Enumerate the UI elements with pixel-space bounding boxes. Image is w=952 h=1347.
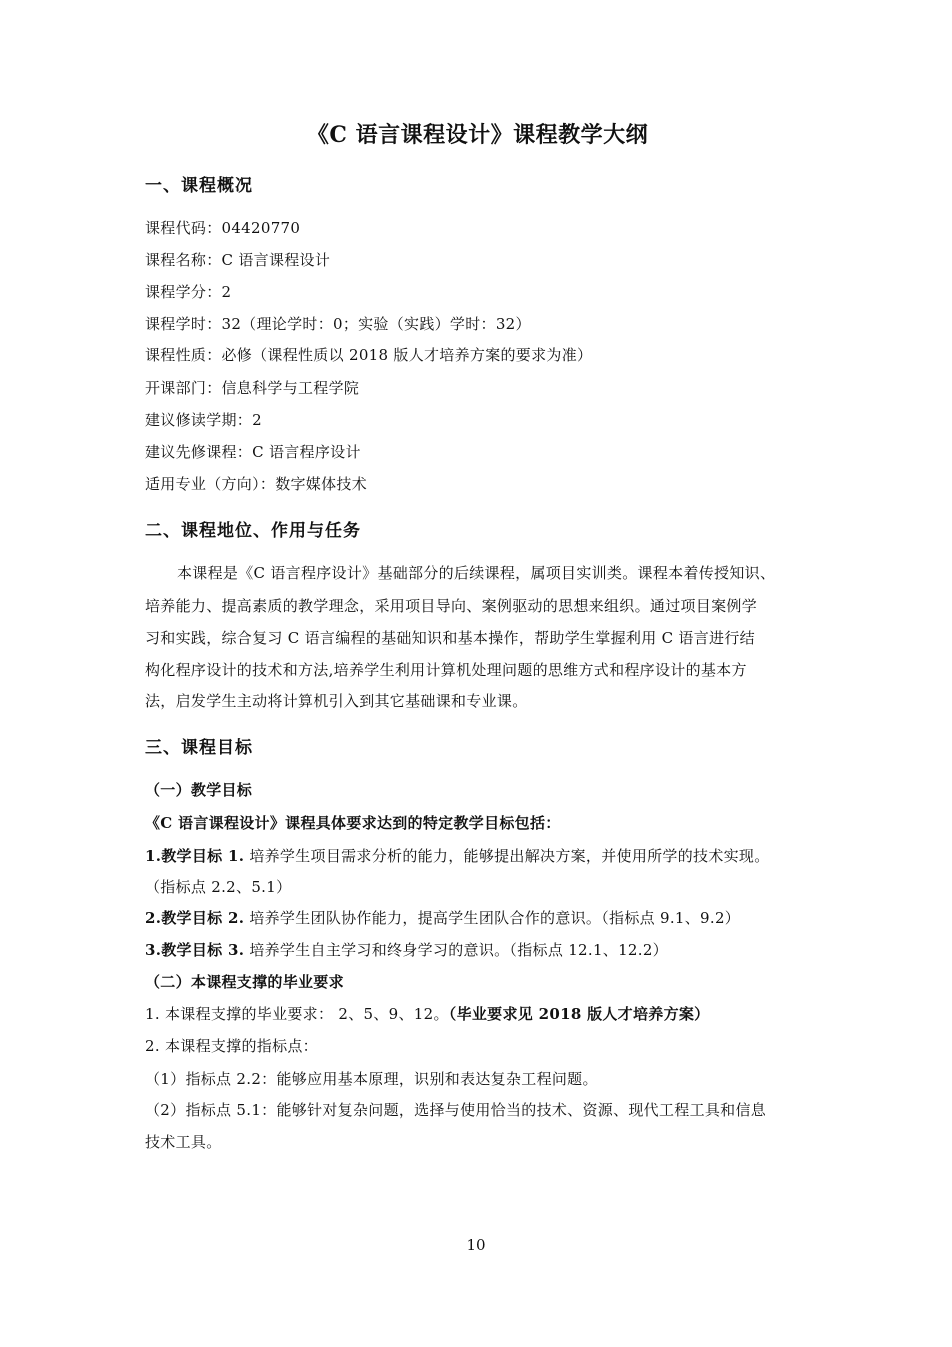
- requirement-1: [145, 1003, 709, 1024]
- goal-3-text: 培养学生自主学习和终身学习的意识。（指标点 12.1、12.2）: [244, 941, 668, 959]
- course-code: 课程代码：04420770: [145, 219, 301, 237]
- subheading-graduation-requirements: （二）本课程支撑的毕业要求: [145, 973, 344, 991]
- document-title: 《C 语言课程设计》课程教学大纲: [306, 122, 649, 148]
- prerequisite-course: 建议先修课程：C 语言程序设计: [145, 443, 361, 461]
- goals-intro: 《C 语言课程设计》课程具体要求达到的特定教学目标包括：: [145, 814, 561, 832]
- suggested-term: 建议修读学期：2: [145, 411, 262, 429]
- course-credits: 课程学分：2: [145, 283, 232, 301]
- role-paragraph-line: 构化程序设计的技术和方法,培养学生利用计算机处理问题的思维方式和程序设计的基本方: [145, 661, 747, 679]
- requirement-2: 2. 本课程支撑的指标点：: [145, 1037, 318, 1055]
- page-number: 10: [466, 1236, 486, 1254]
- goal-2-label: 2.教学目标 2.: [145, 909, 245, 927]
- indicator-point-2: （2）指标点 5.1：能够针对复杂问题，选择与使用恰当的技术、资源、现代工程工具和信息: [145, 1101, 767, 1119]
- subheading-teaching-goals: （一）教学目标: [145, 781, 253, 799]
- indicator-point-2-continuation: 技术工具。: [145, 1133, 222, 1151]
- section-heading-overview: 一、课程概况: [145, 176, 253, 196]
- goal-3: [145, 939, 668, 960]
- applicable-major: 适用专业（方向）：数字媒体技术: [145, 475, 368, 493]
- goal-1: [145, 845, 770, 866]
- goal-1-text: 培养学生项目需求分析的能力，能够提出解决方案，并使用所学的技术实现。: [244, 847, 770, 865]
- goal-2-text: 培养学生团队协作能力，提高学生团队合作的意识。（指标点 9.1、9.2）: [244, 909, 741, 927]
- role-paragraph-line: 本课程是《C 语言程序设计》基础部分的后续课程，属项目实训类。课程本着传授知识、: [177, 564, 776, 582]
- role-paragraph-line: 培养能力、提高素质的教学理念，采用项目导向、案例驱动的思想来组织。通过项目案例学: [145, 597, 758, 615]
- course-hours: 课程学时：32（理论学时：0；实验（实践）学时：32）: [145, 315, 531, 333]
- section-heading-role: 二、课程地位、作用与任务: [145, 521, 361, 541]
- role-paragraph-line: 法，启发学生主动将计算机引入到其它基础课和专业课。: [145, 692, 528, 710]
- goal-3-label: 3.教学目标 3.: [145, 941, 245, 959]
- course-nature: 课程性质：必修（课程性质以 2018 版人才培养方案的要求为准）: [145, 346, 593, 364]
- course-name: 课程名称：C 语言课程设计: [145, 251, 331, 269]
- requirement-1-note: （毕业要求见 2018 版人才培养方案）: [448, 1005, 710, 1023]
- goal-1-continuation: （指标点 2.2、5.1）: [145, 878, 292, 896]
- section-heading-objectives: 三、课程目标: [145, 738, 253, 758]
- role-paragraph-line: 习和实践，综合复习 C 语言编程的基础知识和基本操作，帮助学生掌握利用 C 语言进行结: [145, 629, 755, 647]
- course-department: 开课部门：信息科学与工程学院: [145, 379, 360, 397]
- goal-2: [145, 907, 740, 928]
- goal-1-label: 1.教学目标 1.: [145, 847, 245, 865]
- requirement-1-text: 1. 本课程支撑的毕业要求： 2、5、9、12。: [145, 1005, 449, 1023]
- indicator-point-1: （1）指标点 2.2：能够应用基本原理，识别和表达复杂工程问题。: [145, 1070, 598, 1088]
